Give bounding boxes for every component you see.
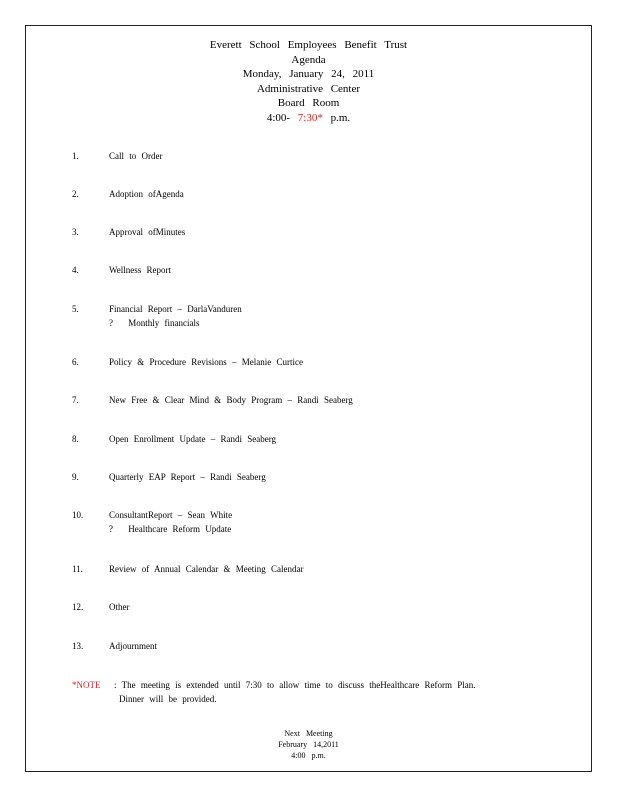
- item-number: 8.: [72, 434, 79, 444]
- next-meeting-time: 4:00 p.m.: [291, 751, 326, 760]
- sub-text: Healthcare Reform Update: [128, 524, 232, 534]
- item-number: 11.: [72, 564, 83, 574]
- time-suffix: p.m.: [330, 111, 351, 124]
- item-text: Wellness Report: [109, 265, 172, 275]
- next-meeting-label: Next Meeting: [284, 729, 333, 738]
- item-text: Approval ofMinutes: [109, 227, 186, 237]
- note-text-line-1: : The meeting is extended until 7:30 to allow time to discuss theHealthcare Reform Plan.: [114, 680, 476, 690]
- item-number: 3.: [72, 227, 79, 237]
- item-text: Adoption ofAgenda: [109, 189, 184, 199]
- location-line-1: Administrative Center: [256, 82, 361, 95]
- org-name: Everett School Employees Benefit Trust: [209, 39, 408, 51]
- item-number: 1.: [72, 151, 79, 161]
- note-text-line-2: Dinner will be provided.: [119, 694, 217, 704]
- item-number: 7.: [72, 395, 79, 405]
- meeting-date: Monday, January 24, 2011: [242, 68, 375, 80]
- item-text: Financial Report – DarlaVanduren: [109, 304, 242, 314]
- note-label: *NOTE: [72, 680, 101, 690]
- item-subpoint: [109, 522, 231, 536]
- time-start: 4:00-: [266, 111, 291, 124]
- page-frame: [25, 25, 592, 772]
- item-number: 6.: [72, 357, 79, 367]
- item-text: Policy & Procedure Revisions – Melanie Curtice: [109, 357, 303, 367]
- next-meeting-date: February 14,2011: [278, 740, 339, 749]
- item-text: Other: [109, 602, 130, 612]
- item-text: Quarterly EAP Report – Randi Seaberg: [109, 472, 266, 482]
- item-text: Review of Annual Calendar & Meeting Calendar: [109, 564, 304, 574]
- next-meeting-footer: [26, 728, 591, 761]
- item-subpoint: [109, 316, 200, 330]
- item-number: 13.: [72, 641, 84, 651]
- item-text: New Free & Clear Mind & Body Program – Randi Seaberg: [109, 395, 353, 405]
- item-text: ConsultantReport – Sean White: [109, 510, 233, 520]
- item-number: 5.: [72, 304, 79, 314]
- sub-bullet: ?: [109, 318, 113, 328]
- sub-bullet: ?: [109, 524, 113, 534]
- meeting-time: [26, 111, 591, 126]
- item-text: Adjournment: [109, 641, 157, 651]
- item-number: 10.: [72, 510, 84, 520]
- item-text: Call to Order: [109, 151, 163, 161]
- item-number: 12.: [72, 602, 84, 612]
- doc-type: Agenda: [291, 53, 326, 66]
- location-line-2: Board Room: [277, 97, 340, 109]
- time-end: 7:30*: [297, 111, 323, 124]
- item-number: 4.: [72, 265, 79, 275]
- item-number: 9.: [72, 472, 79, 482]
- sub-text: Monthly financials: [128, 318, 200, 328]
- item-text: Open Enrollment Update – Randi Seaberg: [109, 434, 277, 444]
- agenda-header: [26, 38, 591, 125]
- item-number: 2.: [72, 189, 79, 199]
